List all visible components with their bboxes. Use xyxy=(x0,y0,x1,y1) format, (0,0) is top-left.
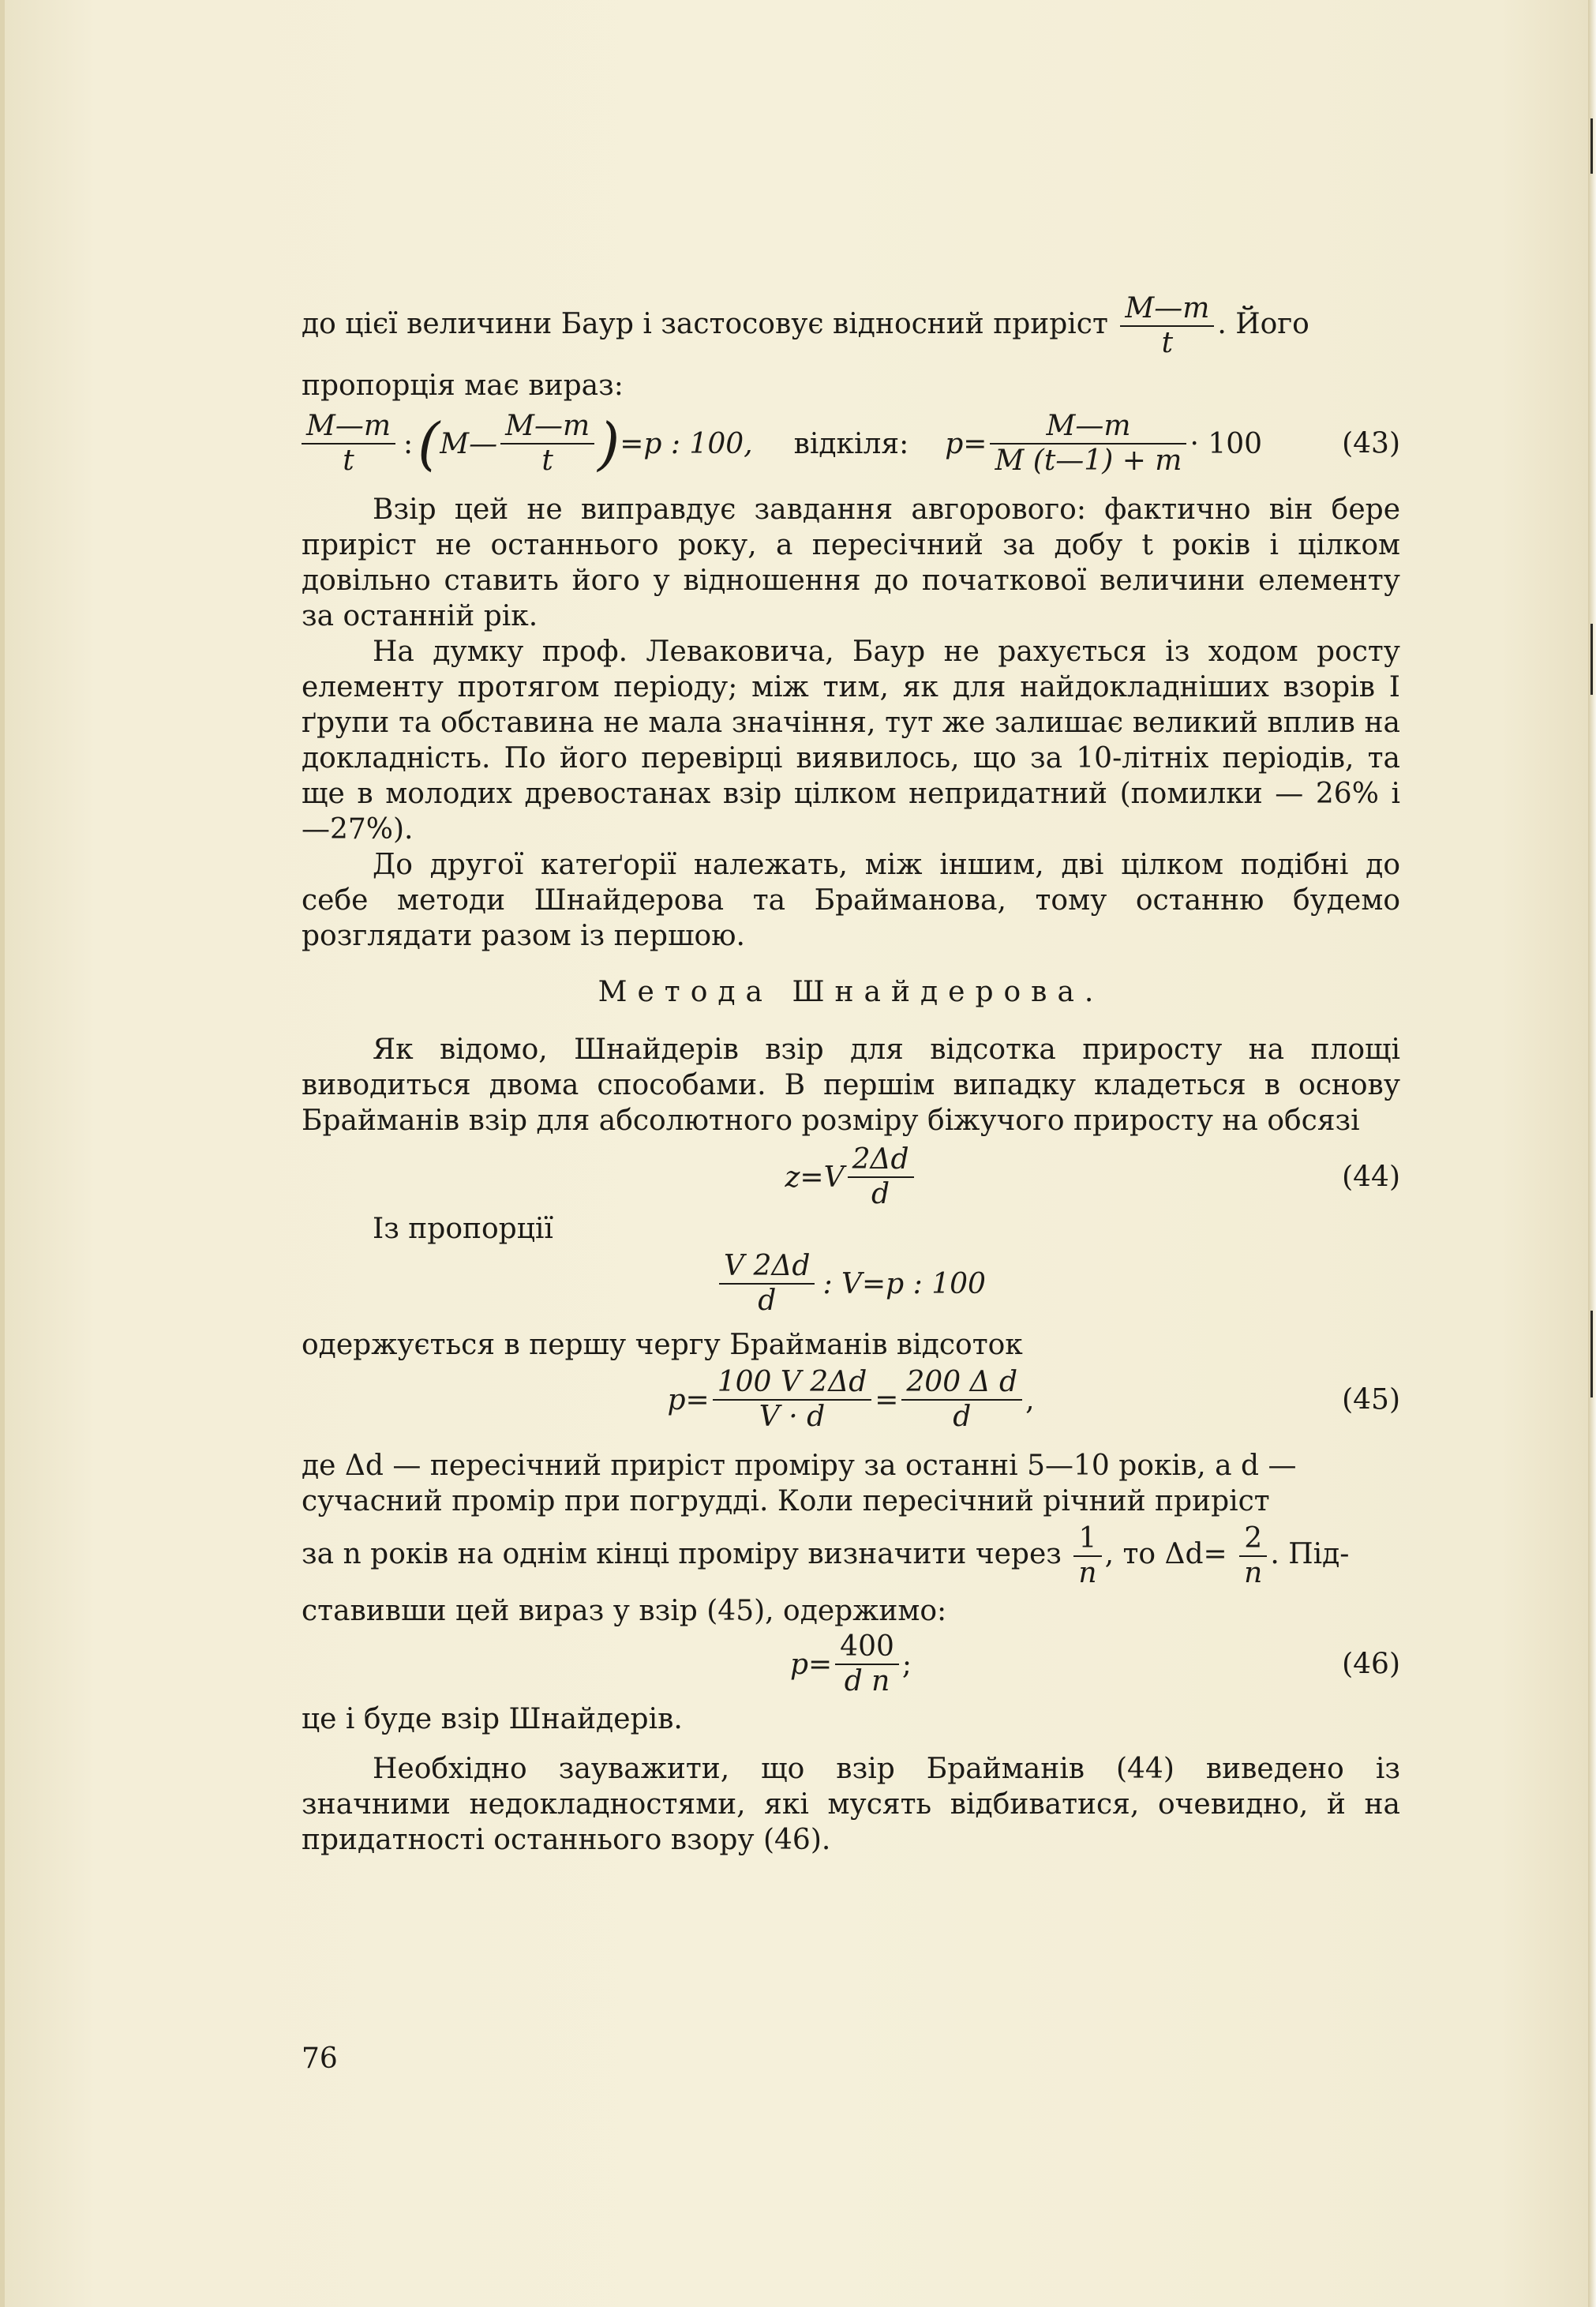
fraction-denominator: t xyxy=(500,443,594,478)
text-line xyxy=(302,292,1400,360)
eq44-fraction xyxy=(848,1143,914,1211)
page-number: 76 xyxy=(302,2043,338,2075)
equation-proportion xyxy=(302,1250,1400,1318)
text-line2: пропорція має вираз: xyxy=(302,369,624,402)
paragraph-7: Необхідно зауважити, що взір Брайманів (44) виведено із значними недокладностями, які мусять відбиватися, очевидно, й на придатності останнього взору (46). xyxy=(302,1753,1400,1856)
eq43-rhs: =p : 100, xyxy=(620,427,753,460)
text-from-proportion: Із пропорції xyxy=(373,1213,553,1245)
fraction-numerator: 100 V 2Δd xyxy=(717,1366,867,1398)
eq44-lhs: z=V xyxy=(785,1161,845,1194)
eq43-word: відкіля: xyxy=(793,427,909,460)
fraction-denominator: M (t—1) + m xyxy=(990,443,1186,478)
text-segment: за n років на однім кінці проміру визначити через xyxy=(302,1538,1062,1570)
fraction-m-minus-m-over-t xyxy=(1120,292,1214,360)
eq43-lhs-fraction xyxy=(302,410,395,478)
equation-number: (44) xyxy=(1342,1161,1400,1194)
eq43-inner-fraction xyxy=(500,410,594,478)
left-paren: ( xyxy=(418,411,440,477)
eq43-colon: : xyxy=(403,427,414,460)
text-body xyxy=(302,292,1400,1858)
text-segment: , то Δd= xyxy=(1104,1538,1227,1570)
text-para5-line1: де Δd — пересічний приріст проміру за останні 5—10 років, а d — xyxy=(302,1450,1297,1482)
text-para5-line4: ставивши цей вираз у взір (45), одержимо: xyxy=(302,1595,947,1627)
text-segment: . Під- xyxy=(1270,1538,1350,1570)
eq43-multiplier: · 100 xyxy=(1190,427,1263,460)
fraction-numerator: 200 Δ d xyxy=(906,1366,1018,1398)
equation-45 xyxy=(302,1366,1400,1434)
eq46-lhs: p= xyxy=(789,1648,833,1681)
text-para5-line2: сучасний промір при погрудді. Коли пересічний річний приріст xyxy=(302,1485,1270,1517)
eq45-lhs: p= xyxy=(667,1383,710,1416)
text-para6: це і буде взір Шнайдерів. xyxy=(302,1703,683,1735)
equation-number: (45) xyxy=(1342,1383,1400,1416)
fraction-numerator: M—m xyxy=(306,410,391,442)
fraction-numerator: 2Δd xyxy=(852,1143,909,1176)
eq45-fraction2 xyxy=(901,1366,1022,1434)
fraction-numerator: M—m xyxy=(1125,292,1210,324)
equation-number: (46) xyxy=(1342,1648,1400,1681)
eq45-fraction1 xyxy=(713,1366,872,1434)
eq45-comma: , xyxy=(1025,1383,1035,1416)
fraction-denominator: n xyxy=(1073,1555,1101,1590)
fraction-denominator: t xyxy=(302,443,395,478)
fraction-denominator: d xyxy=(719,1283,815,1318)
page-right-edge xyxy=(1588,0,1596,2307)
equation-number: (43) xyxy=(1342,427,1400,460)
text-line1: до цієї величини Баур і застосовує відносний приріст xyxy=(302,308,1108,340)
text-gets: одержується в першу чергу Брайманів відсоток xyxy=(302,1329,1023,1361)
edge-mark xyxy=(1590,1311,1593,1397)
page-left-edge xyxy=(0,0,5,2307)
fraction-denominator: d n xyxy=(835,1664,899,1698)
fraction-denominator: n xyxy=(1239,1555,1267,1590)
paragraph-1: Взір цей не виправдує завдання авгорового: фактично він бере приріст не останнього року, а пересічний за добу t років і цілком довільно ставить його у відношення до початкової величини елементу за останній рік. xyxy=(302,493,1400,632)
eq43-result-fraction xyxy=(990,410,1186,478)
equation-43 xyxy=(302,410,1400,478)
equation-44 xyxy=(302,1143,1400,1211)
eq46-fraction xyxy=(835,1630,899,1698)
paragraph-4: Як відомо, Шнайдерів взір для відсотка приросту на площі виводиться двома способами. В першім випадку кладеться в основу Брайманів взір для абсолютного розміру біжучого приросту на обсязі xyxy=(302,1033,1400,1137)
fraction-denominator: V · d xyxy=(713,1399,872,1434)
paragraph-3: До другої катеґорії належать, між іншим, дві цілком подібні до себе методи Шнайдерова та Брайманова, тому останню будемо розглядати разом із першою. xyxy=(302,849,1400,952)
fraction-one-over-n xyxy=(1073,1522,1101,1590)
text-para5-line3 xyxy=(302,1522,1400,1590)
fraction-denominator: t xyxy=(1120,325,1214,360)
prop-rest: : V=p : 100 xyxy=(822,1267,986,1300)
edge-mark xyxy=(1590,624,1593,695)
text-line1-end: . Його xyxy=(1217,308,1309,340)
fraction-numerator: M—m xyxy=(505,410,590,442)
eq45-equals: = xyxy=(875,1383,899,1416)
paragraph-2: На думку проф. Левaковича, Баур не рахується із ходом росту елементу протягом періоду; між тим, як для найдокладніших взорів I ґрупи та обставина не мала значіння, тут же залишає великий вплив на докладність. По його перевірці виявилось, що за 10-літніх періодів, та ще в молодих древостанах взір цілком непридатний (помилки — 26% і —27%). xyxy=(302,636,1400,846)
fraction-numerator: M—m xyxy=(1046,410,1131,442)
fraction-denominator: d xyxy=(848,1176,914,1211)
fraction-numerator: 400 xyxy=(840,1630,894,1663)
fraction-numerator: V 2Δd xyxy=(724,1250,811,1282)
eq46-semicolon: ; xyxy=(901,1648,912,1681)
section-heading: Метода Шнайдерова. xyxy=(598,976,1104,1008)
fraction-denominator: d xyxy=(901,1399,1022,1434)
fraction-two-over-n xyxy=(1239,1522,1267,1590)
eq43-p: p= xyxy=(945,427,987,460)
fraction-numerator: 2 xyxy=(1244,1522,1263,1555)
prop-fraction xyxy=(719,1250,815,1318)
fraction-numerator: 1 xyxy=(1078,1522,1097,1555)
right-paren: ) xyxy=(598,411,620,477)
eq43-inner-term: M— xyxy=(440,427,498,460)
edge-mark xyxy=(1590,118,1593,174)
equation-46 xyxy=(302,1630,1400,1698)
